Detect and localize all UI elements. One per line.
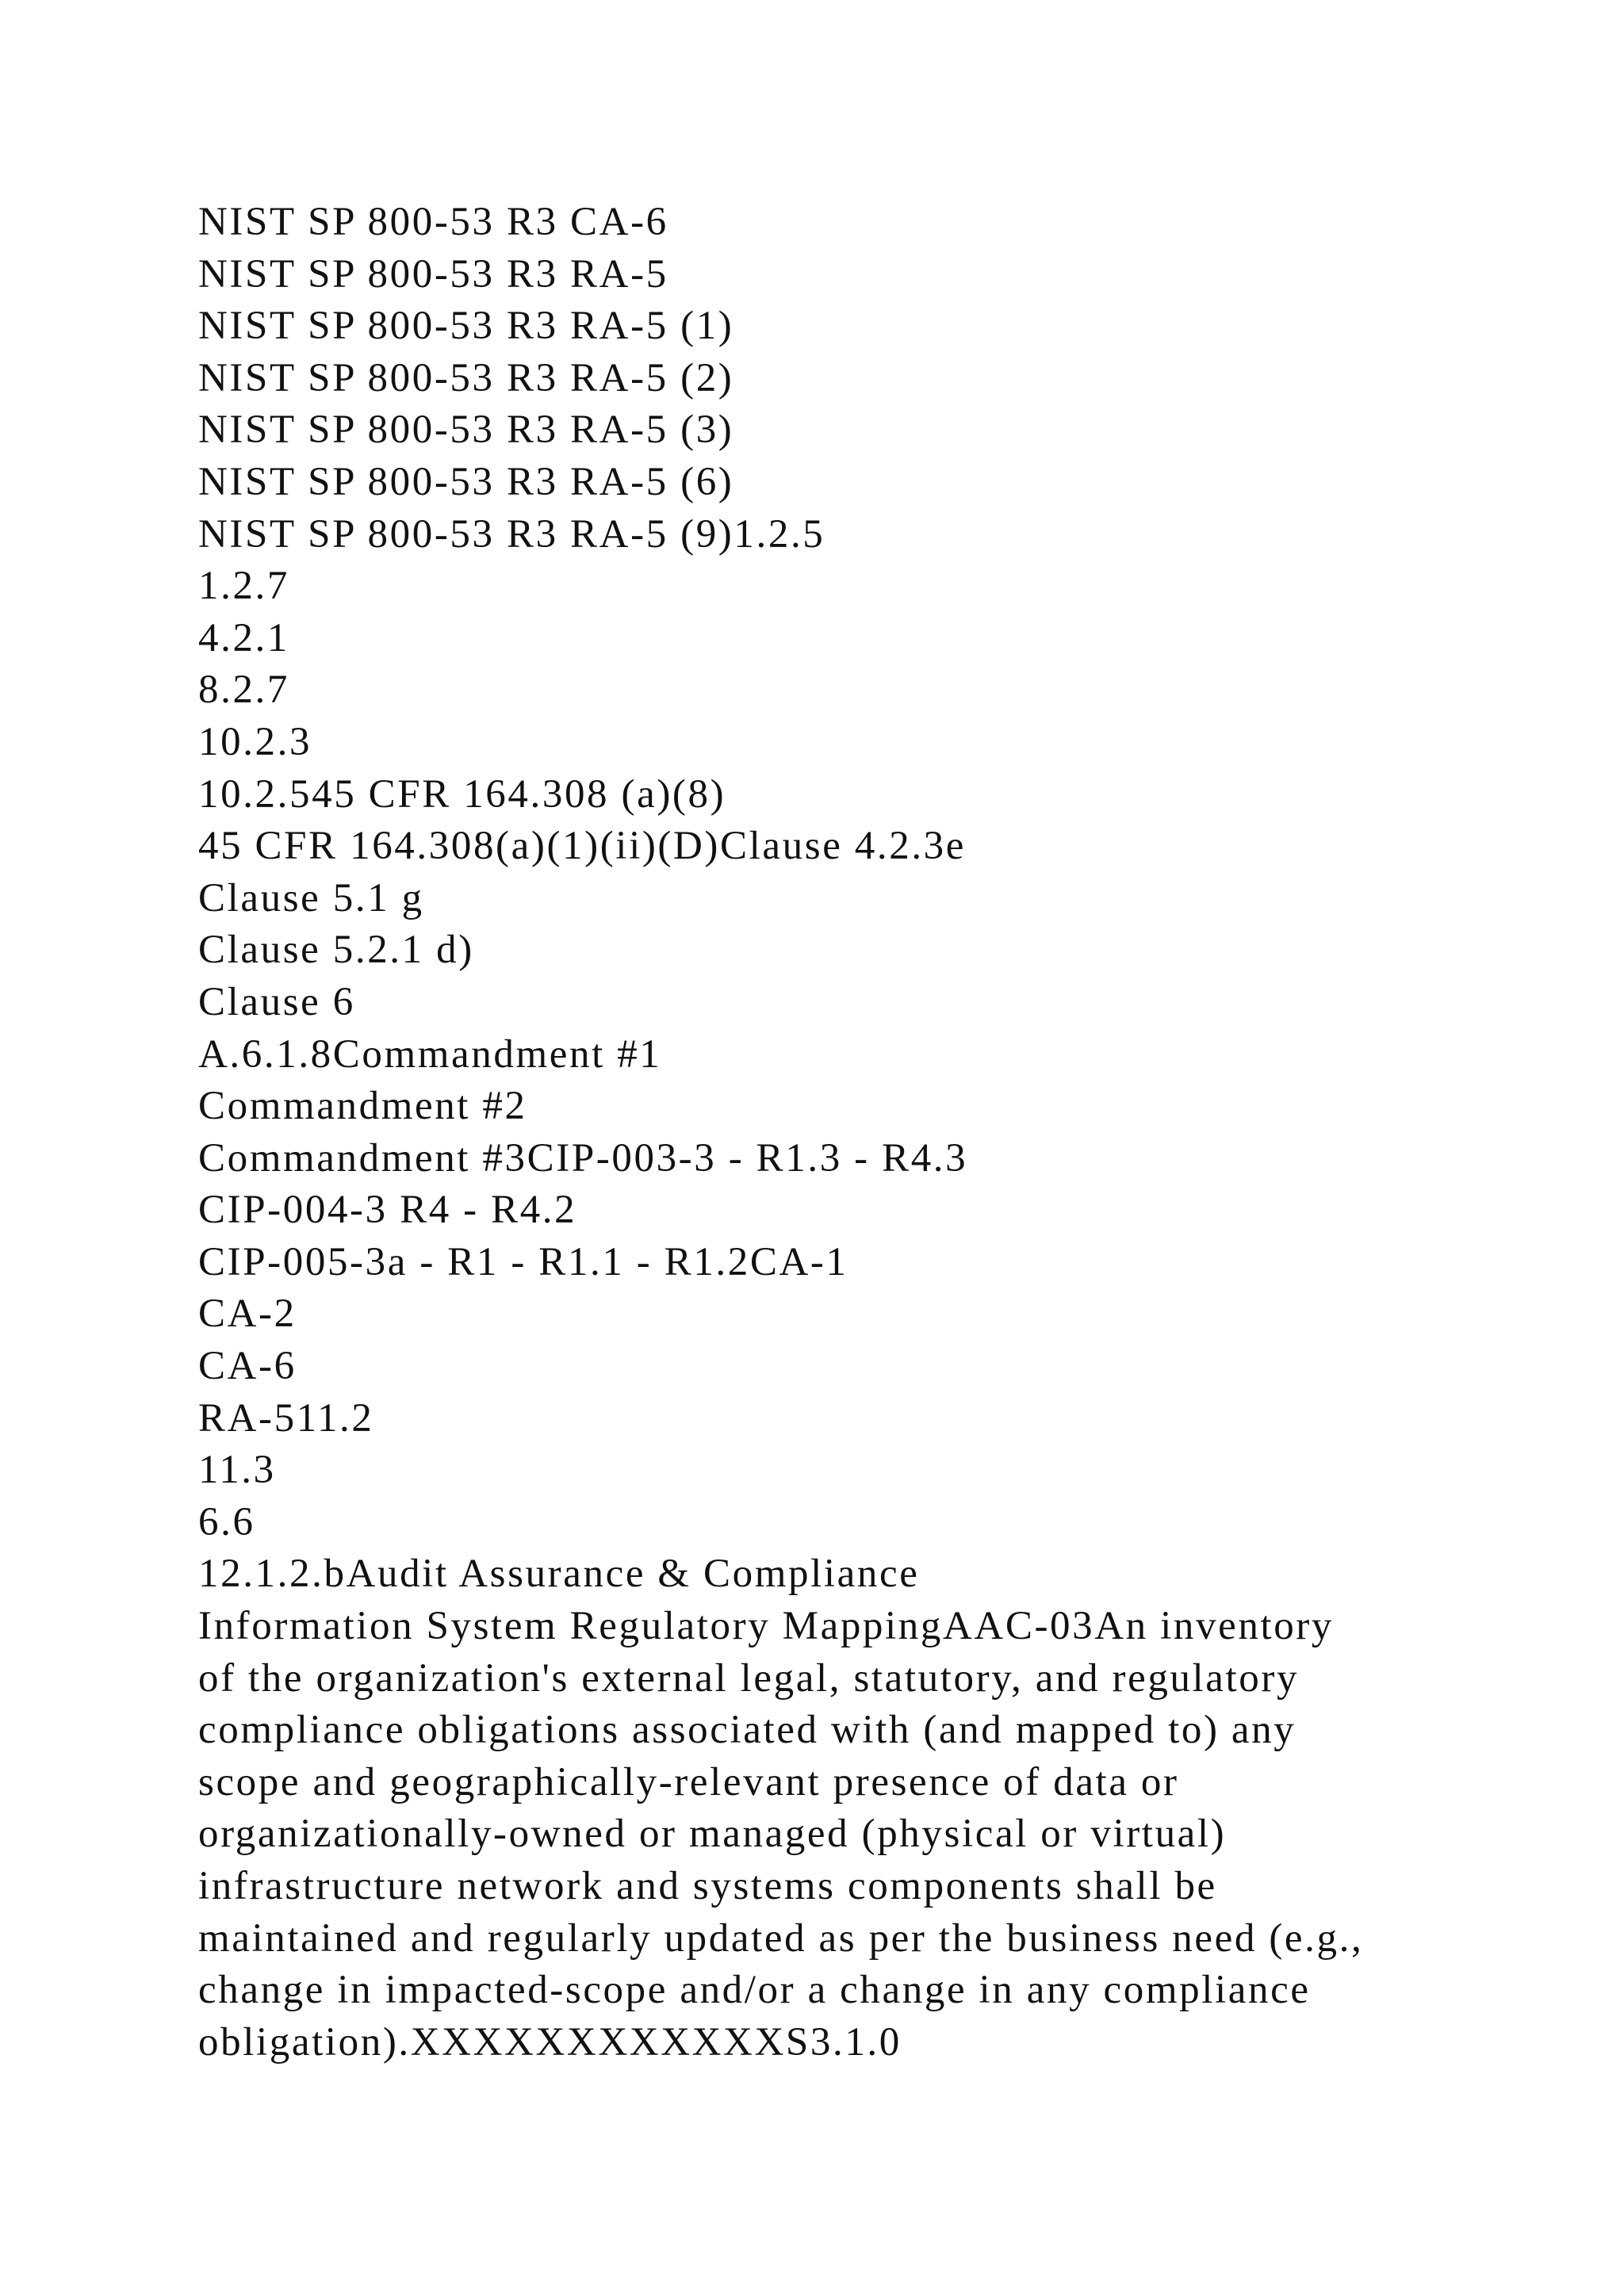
text-line: CA-2 <box>198 1292 297 1337</box>
text-line: NIST SP 800-53 R3 RA-5 (3) <box>198 408 734 453</box>
text-line: CA-6 <box>198 1344 297 1389</box>
text-line: 45 CFR 164.308(a)(1)(ii)(D)Clause 4.2.3e <box>198 824 967 869</box>
text-line: infrastructure network and systems components shall be <box>198 1864 1217 1908</box>
text-line: NIST SP 800-53 R3 CA-6 <box>198 200 668 244</box>
document-body <box>198 197 1546 2068</box>
text-line: organizationally-owned or managed (physical or virtual) <box>198 1812 1227 1857</box>
text-line: Commandment #2 <box>198 1084 527 1129</box>
text-line: of the organization's external legal, statutory, and regulatory <box>198 1655 1300 1701</box>
text-line: NIST SP 800-53 R3 RA-5 (9)1.2.5 <box>198 511 825 557</box>
text-line: 8.2.7 <box>198 668 289 713</box>
text-line: 10.2.3 <box>198 719 312 764</box>
text-line: Clause 6 <box>198 979 355 1024</box>
text-line: 6.6 <box>198 1499 255 1544</box>
text-line: compliance obligations associated with (and mapped to) any <box>198 1708 1297 1753</box>
text-line: Commandment #3CIP-003-3 - R1.3 - R4.3 <box>198 1135 968 1181</box>
text-line: NIST SP 800-53 R3 RA-5 (6) <box>198 459 734 504</box>
text-line: 12.1.2.bAudit Assurance & Compliance <box>198 1552 920 1597</box>
text-line: maintained and regularly updated as per the business need (e.g., <box>198 1915 1364 1961</box>
text-line: NIST SP 800-53 R3 RA-5 (2) <box>198 355 734 400</box>
text-line: 10.2.545 CFR 164.308 (a)(8) <box>198 771 726 817</box>
text-line: scope and geographically-relevant presence of data or <box>198 1759 1179 1804</box>
text-line: Information System Regulatory MappingAAC-03An inventory <box>198 1604 1334 1649</box>
text-line: 11.3 <box>198 1448 276 1493</box>
text-line: 1.2.7 <box>198 564 289 609</box>
text-line: NIST SP 800-53 R3 RA-5 (1) <box>198 304 734 349</box>
text-line: RA-511.2 <box>198 1395 374 1441</box>
text-line: obligation).XXXXXXXXXXXXS3.1.0 <box>198 2019 902 2064</box>
text-line: 4.2.1 <box>198 615 289 660</box>
text-line: NIST SP 800-53 R3 RA-5 <box>198 251 668 297</box>
text-line: CIP-005-3a - R1 - R1.1 - R1.2CA-1 <box>198 1239 848 1284</box>
text-line: CIP-004-3 R4 - R4.2 <box>198 1188 577 1233</box>
text-line: Clause 5.1 g <box>198 875 424 920</box>
text-line: change in impacted-scope and/or a change in any compliance <box>198 1968 1311 2013</box>
text-line: Clause 5.2.1 d) <box>198 928 474 973</box>
text-line: A.6.1.8Commandment #1 <box>198 1031 662 1077</box>
